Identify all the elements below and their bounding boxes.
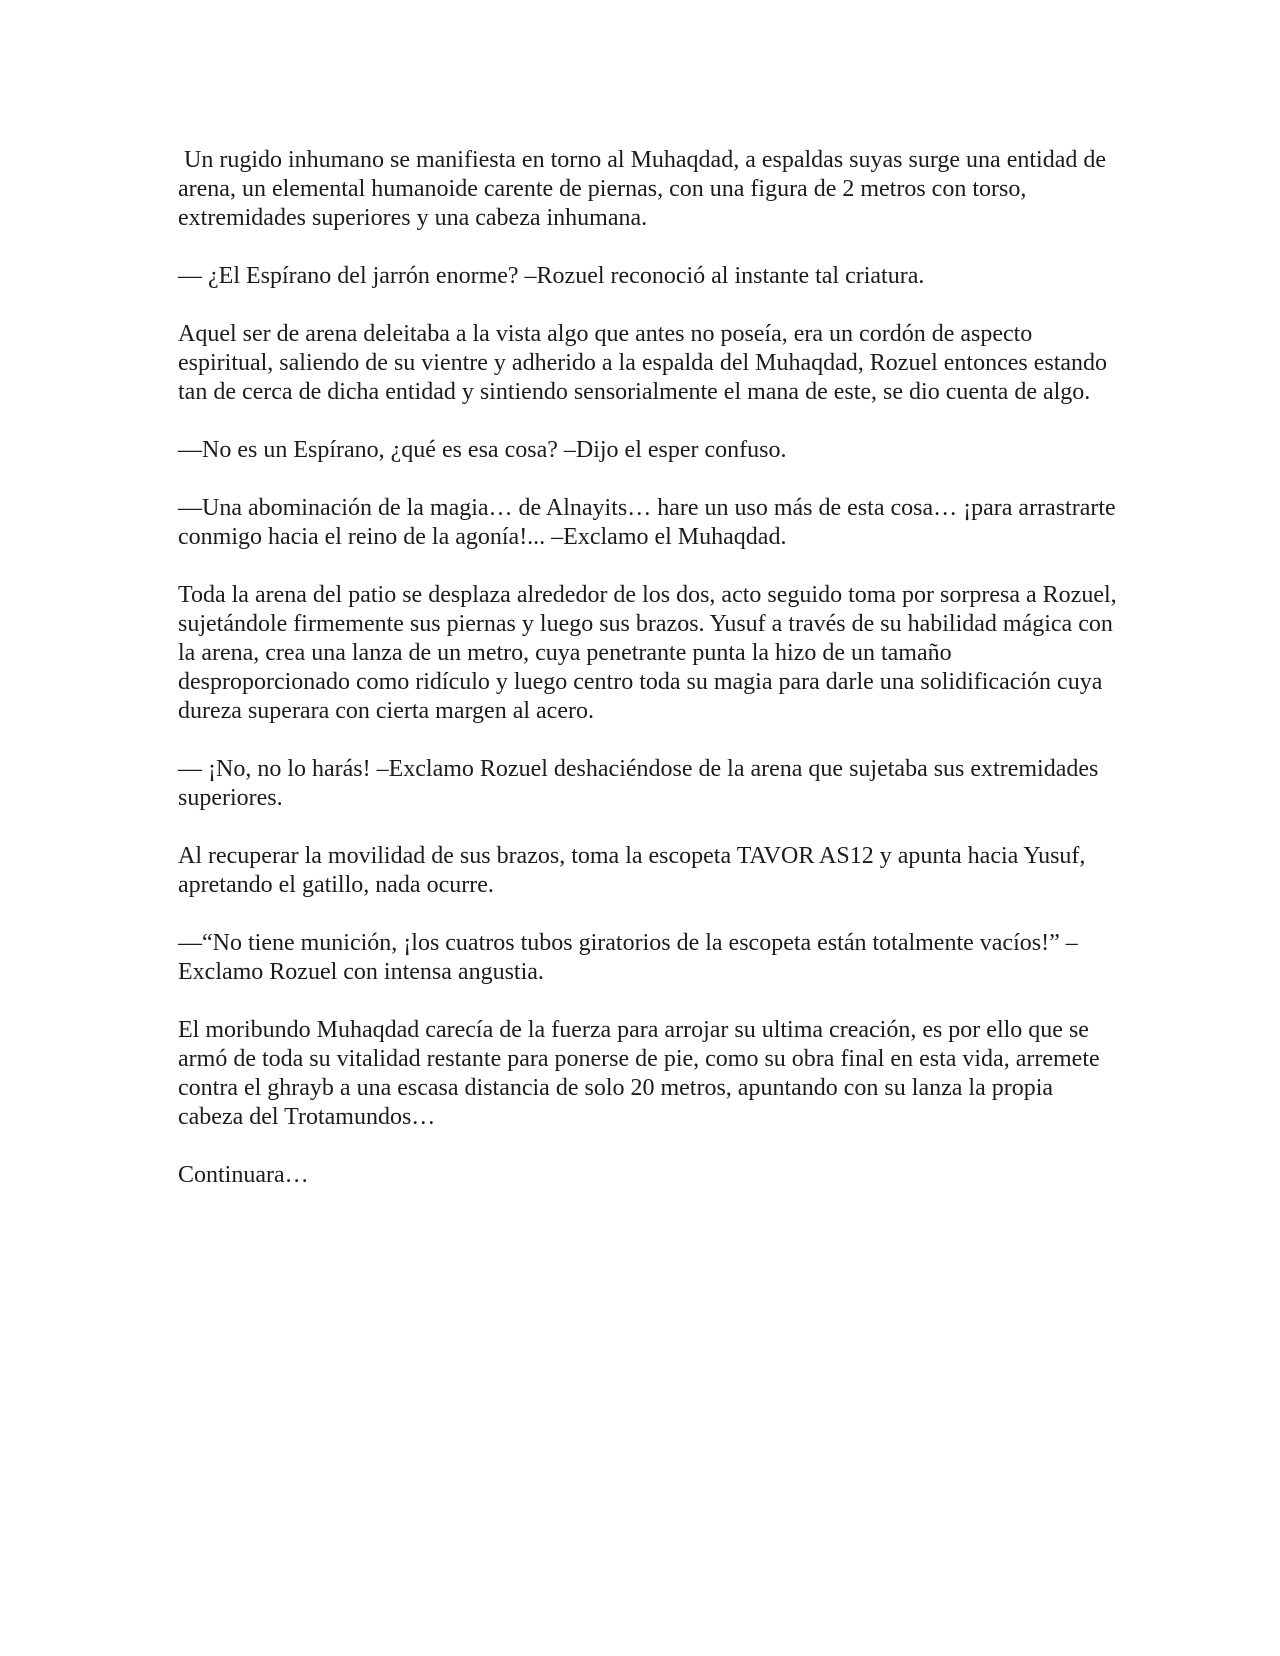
story-text — [178, 146, 1123, 1219]
paragraph-3: Aquel ser de arena deleitaba a la vista algo que antes no poseía, era un cordón de aspecto espiritual, saliendo de su vientre y adherido a la espalda del Muhaqdad, Rozuel entonces estando tan de cerca de dicha entidad y sintiendo sensorialmente el mana de este, se dio cuenta de algo. — [178, 321, 1114, 405]
paragraph-9: —“No tiene munición, ¡los cuatros tubos giratorios de la escopeta están totalmente vacíos!” –Exclamo Rozuel con intensa angustia. — [178, 930, 1078, 985]
paragraph-2: — ¿El Espírano del jarrón enorme? –Rozuel reconoció al instante tal criatura. — [178, 263, 925, 289]
paragraph-1: Un rugido inhumano se manifiesta en torno al Muhaqdad, a espaldas suyas surge una entidad de arena, un elemental humanoide carente de piernas, con una figura de 2 metros con torso, extremidades superiores y una cabeza inhumana. — [178, 147, 1112, 231]
paragraph-4: —No es un Espírano, ¿qué es esa cosa? –Dijo el esper confuso. — [178, 437, 787, 463]
paragraph-5: —Una abominación de la magia… de Alnayits… hare un uso más de esta cosa… ¡para arrastrarte conmigo hacia el reino de la agonía!... –Exclamo el Muhaqdad. — [178, 495, 1122, 550]
paragraph-8: Al recuperar la movilidad de sus brazos, toma la escopeta TAVOR AS12 y apunta hacia Yusuf, apretando el gatillo, nada ocurre. — [178, 843, 1092, 898]
paragraph-6: Toda la arena del patio se desplaza alrededor de los dos, acto seguido toma por sorpresa a Rozuel, sujetándole firmemente sus piernas y luego sus brazos. Yusuf a través de su habilidad mágica con la arena, crea una lanza de un metro, cuya penetrante punta la hizo de un tamaño desproporcionado como ridículo y luego centro toda su magia para darle una solidificación cuya dureza superara con cierta margen al acero. — [178, 582, 1123, 724]
paragraph-10: El moribundo Muhaqdad carecía de la fuerza para arrojar su ultima creación, es por ello que se armó de toda su vitalidad restante para ponerse de pie, como su obra final en esta vida, arremete contra el ghrayb a una escasa distancia de solo 20 metros, apuntando con su lanza la propia cabeza del Trotamundos… — [178, 1017, 1106, 1130]
paragraph-7: — ¡No, no lo harás! –Exclamo Rozuel deshaciéndose de la arena que sujetaba sus extremidades superiores. — [178, 756, 1105, 811]
paragraph-closing: Continuara… — [178, 1162, 309, 1188]
